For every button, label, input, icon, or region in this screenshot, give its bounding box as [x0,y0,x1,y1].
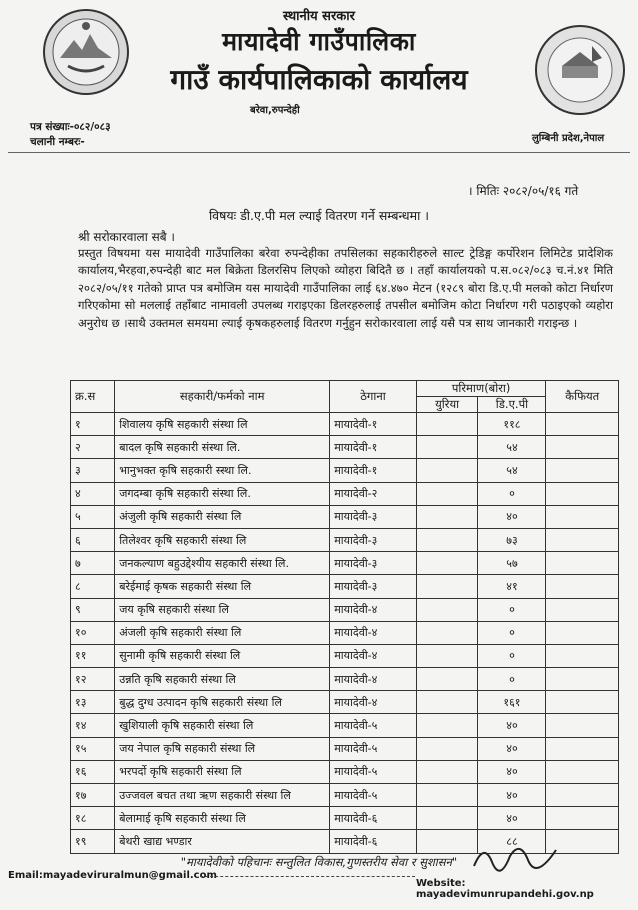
cell-urea [416,807,478,830]
table-row [71,436,619,459]
cell-dap: ११८ [478,413,546,436]
cell-sn: १६ [71,760,115,783]
cell-dap: ४० [478,714,546,737]
cell-dap: ५७ [478,552,546,575]
header-divider [8,152,630,153]
municipality-logo-icon [532,22,628,118]
cell-dap: ७३ [478,528,546,551]
cell-sn: १० [71,621,115,644]
cell-dap: ० [478,598,546,621]
cell-sn: ९ [71,598,115,621]
cell-dap: ० [478,621,546,644]
cell-address: मायादेवी-१ [330,436,417,459]
cell-urea [416,784,478,807]
cell-name: बादल कृषि सहकारी संस्था लि. [115,436,330,459]
cell-address: मायादेवी-१ [330,413,417,436]
cell-urea [416,436,478,459]
table-row [71,552,619,575]
cell-name: अंजुली कृषि सहकारी संस्था लि [115,505,330,528]
cell-address: मायादेवी-३ [330,552,417,575]
cell-dap: ४० [478,737,546,760]
table-row [71,459,619,482]
cell-remarks [546,714,619,737]
cell-name: भरपर्दो कृषि सहकारी संस्था लि [115,760,330,783]
cell-remarks [546,644,619,667]
cell-remarks [546,528,619,551]
cell-name: जय कृषि सहकारी संस्था लि [115,598,330,621]
cell-urea [416,552,478,575]
cell-address: मायादेवी-५ [330,784,417,807]
cell-name: खुशियाली कृषि सहकारी संस्था लि [115,714,330,737]
cell-remarks [546,575,619,598]
cell-urea [416,644,478,667]
cell-address: मायादेवी-३ [330,575,417,598]
local-government-label: स्थानीय सरकार [283,9,355,24]
cell-dap: १६१ [478,691,546,714]
cell-urea [416,575,478,598]
cell-urea [416,459,478,482]
cell-sn: १७ [71,784,115,807]
office-address: बरेवा,रुपन्देही [250,105,300,116]
cell-sn: ८ [71,575,115,598]
cell-dap: ४० [478,505,546,528]
cell-dap: ५४ [478,436,546,459]
cell-sn: ५ [71,505,115,528]
cell-dap: ४० [478,760,546,783]
cell-sn: २ [71,436,115,459]
cell-dap: ४० [478,807,546,830]
table-row [71,621,619,644]
header-address: ठेगाना [330,381,417,413]
cell-remarks [546,505,619,528]
cell-address: मायादेवी-५ [330,714,417,737]
cell-sn: १९ [71,830,115,853]
cell-dap: ० [478,668,546,691]
cell-sn: ६ [71,528,115,551]
header-remarks: कैफियत [546,381,619,413]
cell-address: मायादेवी-४ [330,598,417,621]
cell-remarks [546,413,619,436]
cell-remarks [546,784,619,807]
cell-remarks [546,598,619,621]
cell-urea [416,413,478,436]
cell-address: मायादेवी-४ [330,668,417,691]
cell-address: मायादेवी-४ [330,644,417,667]
footer-divider [200,876,415,877]
cell-remarks [546,737,619,760]
table-row [71,714,619,737]
cell-sn: ७ [71,552,115,575]
cell-dap: ० [478,644,546,667]
province-label: लुम्बिनी प्रदेश,नेपाल [532,133,605,144]
table-row [71,528,619,551]
cell-name: भानुभक्त कृषि सहकारी स्स्था लि. [115,459,330,482]
cell-address: मायादेवी-५ [330,737,417,760]
cell-remarks [546,436,619,459]
header-sn: क्र.स [71,381,115,413]
cell-remarks [546,552,619,575]
cell-name: बेथरी खाद्य भण्डार [115,830,330,853]
cell-sn: १५ [71,737,115,760]
dispatch-number: चलानी नम्बरः- [30,136,85,148]
cell-sn: १ [71,413,115,436]
table-row [71,482,619,505]
cell-address: मायादेवी-४ [330,691,417,714]
cell-remarks [546,482,619,505]
reference-number: पत्र संख्याः-०८२/०८३ [30,121,111,133]
office-title: गाउँ कार्यपालिकाको कार्यालय [170,63,468,96]
cell-urea [416,528,478,551]
cell-name: उन्नति कृषि सहकारी संस्था लि [115,668,330,691]
cell-sn: १४ [71,714,115,737]
cell-urea [416,714,478,737]
cell-address: मायादेवी-३ [330,505,417,528]
table-row [71,760,619,783]
cell-dap: ४० [478,784,546,807]
cell-urea [416,598,478,621]
cell-remarks [546,668,619,691]
table-row [71,784,619,807]
cell-name: सुनामी कृषि सहकारी संस्था लि [115,644,330,667]
cell-name: अंजली कृषि सहकारी संस्था लि [115,621,330,644]
cell-remarks [546,691,619,714]
table-row [71,644,619,667]
header-dap: डि.ए.पी [478,397,546,413]
table-row [71,807,619,830]
table-row [71,413,619,436]
cell-dap: ० [478,482,546,505]
cell-dap: ८८ [478,830,546,853]
cell-name: जगदम्बा कृषि सहकारी संस्था लि. [115,482,330,505]
header-urea: युरिया [416,397,478,413]
municipality-name: मायादेवी गाउँपालिका [222,27,416,56]
footer-slogan: "मायादेवीको पहिचानः सन्तुलित विकास,गुणस्तरीय सेवा र सुशासन" [180,855,458,869]
cell-sn: १२ [71,668,115,691]
cell-address: मायादेवी-३ [330,528,417,551]
header-name: सहकारी/फर्मको नाम [115,381,330,413]
cell-name: उज्जवल बचत तथा ऋण सहकारी संस्था लि [115,784,330,807]
cell-urea [416,621,478,644]
cell-sn: १८ [71,807,115,830]
footer-email: Email:mayadeviruralmun@gmail.com [8,870,217,881]
cell-urea [416,482,478,505]
cell-dap: ५४ [478,459,546,482]
table-row [71,598,619,621]
cell-urea [416,691,478,714]
cell-urea [416,668,478,691]
cell-name: बेलामाई कृषि सहकारी संस्था लि [115,807,330,830]
table-row [71,505,619,528]
table-row [71,668,619,691]
cell-address: मायादेवी-५ [330,760,417,783]
cell-name: जय नेपाल कृषि सहकारी संस्था लि [115,737,330,760]
cell-name: जनकल्याण बहुउद्देश्यीय सहकारी संस्था लि. [115,552,330,575]
table-row [71,575,619,598]
letter-date: । मितिः २०८२/०५/१६ गते [468,184,579,198]
footer-website: Website: mayadevimunrupandehi.gov.np [416,878,594,900]
table-row [71,737,619,760]
cell-name: बुद्ध दुग्ध उत्पादन कृषि सहकारी संस्था लि [115,691,330,714]
cell-dap: ४१ [478,575,546,598]
letter-body: प्रस्तुत विषयमा यस मायादेवी गाउँपालिका बरेवा रुपन्देहीका तपसिलका सहकारीहरुले साल्ट ट्रेडिङ्ग कर्पोरेशन लिमिटेड प्रादेशिक कार्यालय,भैरहवा,रुपन्देही बाट मल बिक्रेता डिलरसिप लिएको व्योहरा बिदितै छ । तहाँ कार्यालयको प.स.०८२/०८३ च.नं.४१ मिति २०८२/०५/११ गतेको प्राप्त पत्र बमोजिम यस मायादेवी गाउँपालिका लाई ६४.४७० मेटन (१२८९ बोरा डि.ए.पी मलको कोटा निर्धारण गरिएकोमा सो मललाई तहाँबाट नामावली उपलब्ध गराइएका डिलरहरुलाई तपसील बमोजिम कोटा निर्धारण गरी पठाइएको व्यहोरा अनुरोध छ ।साथै उक्तमल समयमा ल्याई कृषकहरुलाई वितरण गर्नुहुन सरोकारवाला लाई यसै पत्र साथ जानकारी गराइन्छ । [78,246,613,330]
cell-remarks [546,621,619,644]
cell-name: तिलेश्वर कृषि सहकारी संस्था लि [115,528,330,551]
cell-remarks [546,760,619,783]
cell-address: मायादेवी-६ [330,830,417,853]
cell-sn: ४ [71,482,115,505]
cell-address: मायादेवी-४ [330,621,417,644]
cell-address: मायादेवी-१ [330,459,417,482]
cell-sn: ११ [71,644,115,667]
cell-urea [416,505,478,528]
letter-subject: विषयः डी.ए.पी मल ल्याई वितरण गर्ने सम्बन्धमा । [208,208,430,223]
cell-remarks [546,807,619,830]
cell-address: मायादेवी-६ [330,807,417,830]
cell-sn: ३ [71,459,115,482]
cell-remarks [546,459,619,482]
allocation-table [70,380,619,854]
cell-name: बरेईमाई कृषक सहकारी संस्था लि [115,575,330,598]
cell-urea [416,760,478,783]
cell-name: शिवालय कृषि सहकारी संस्था लि [115,413,330,436]
salutation: श्री सरोकारवाला सबै । [78,230,175,244]
cell-urea [416,737,478,760]
table-row [71,691,619,714]
cell-urea [416,830,478,853]
header-quantity: परिमाण(बोरा) [416,381,546,397]
cell-sn: १३ [71,691,115,714]
cell-address: मायादेवी-२ [330,482,417,505]
